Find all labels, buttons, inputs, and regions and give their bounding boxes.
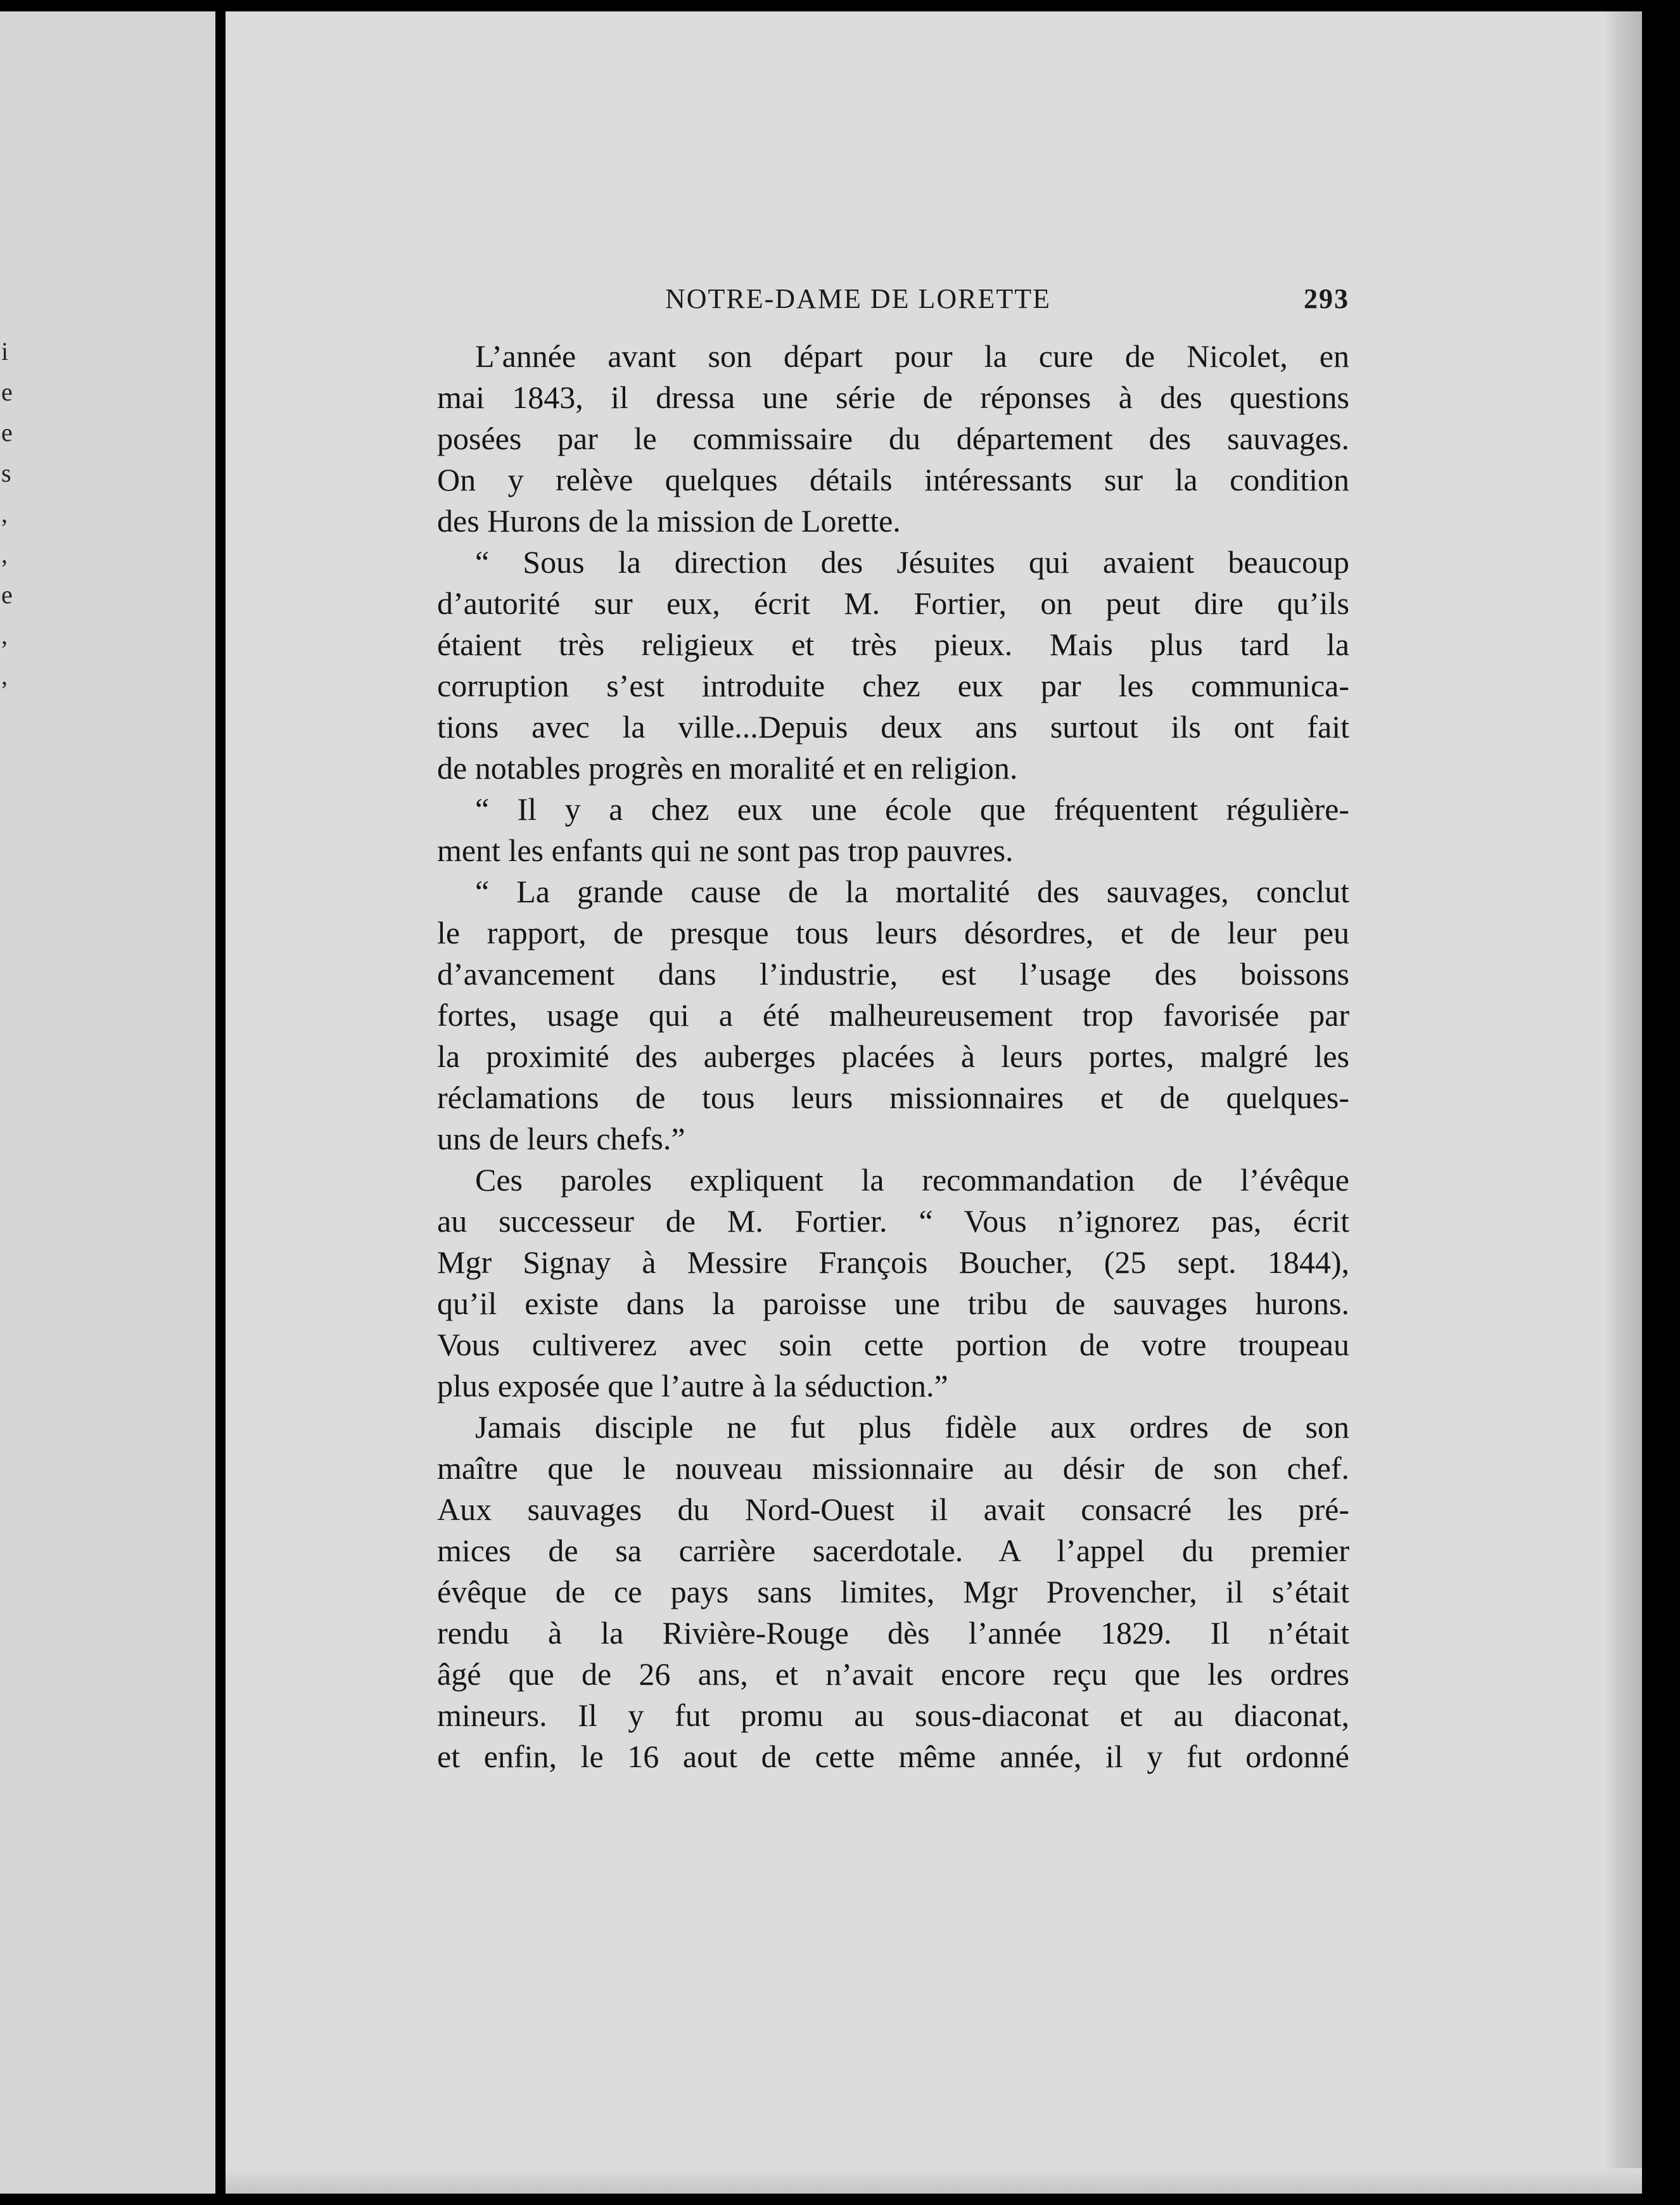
text-line: la proximité des auberges placées à leurs portes, malgré les (437, 1039, 1349, 1074)
text-line: qu’il existe dans la paroisse une tribu de sauvages hurons. (437, 1286, 1349, 1321)
running-title: NOTRE-DAME DE LORETTE (665, 283, 1052, 314)
text-line: des Hurons de la mission de Lorette. (437, 503, 901, 539)
text-line: L’année avant son départ pour la cure de Nicolet, en (475, 338, 1349, 374)
cut-letter: e (1, 580, 13, 609)
running-header (437, 283, 1349, 321)
text-line: Aux sauvages du Nord-Ouest il avait consacré les pré- (437, 1492, 1349, 1527)
text-line: maître que le nouveau missionnaire au désir de son chef. (437, 1450, 1349, 1486)
text-line: mineurs. Il y fut promu au sous-diaconat et au diaconat, (437, 1697, 1349, 1733)
text-line: “ Il y a chez eux une école que fréquentent régulière- (475, 791, 1349, 827)
cut-letter: i (1, 337, 9, 366)
cut-letter: , (1, 662, 8, 690)
text-line: plus exposée que l’autre à la séduction.” (437, 1368, 948, 1403)
text-line: Jamais disciple ne fut plus fidèle aux ordres de son (475, 1409, 1349, 1445)
book-spine (215, 0, 226, 2205)
text-line: d’autorité sur eux, écrit M. Fortier, on peut dire qu’ils (437, 585, 1349, 621)
body-text (437, 336, 1349, 1777)
text-line: de notables progrès en moralité et en religion. (437, 750, 1018, 786)
text-line: uns de leurs chefs.” (437, 1121, 685, 1156)
text-line: ment les enfants qui ne sont pas trop pauvres. (437, 833, 1014, 868)
page-edge-shadow (1604, 11, 1642, 2194)
text-line: âgé que de 26 ans, et n’avait encore reçu que les ordres (437, 1656, 1349, 1692)
text-line: d’avancement dans l’industrie, est l’usage des boissons (437, 956, 1349, 992)
text-line: “ La grande cause de la mortalité des sauvages, conclut (475, 874, 1349, 909)
text-line: Mgr Signay à Messire François Boucher, (25 sept. 1844), (437, 1244, 1349, 1280)
text-line: corruption s’est introduite chez eux par les communica- (437, 668, 1349, 703)
page-number: 293 (1304, 283, 1349, 314)
left-page-cut-letters (1, 331, 16, 696)
text-line: tions avec la ville...Depuis deux ans surtout ils ont fait (437, 709, 1349, 745)
text-line: posées par le commissaire du département des sauvages. (437, 421, 1349, 456)
text-line: évêque de ce pays sans limites, Mgr Provencher, il s’était (437, 1574, 1349, 1609)
cut-letter: e (1, 418, 13, 447)
text-line: mai 1843, il dressa une série de réponses à des questions (437, 380, 1349, 415)
text-line: On y relève quelques détails intéressants sur la condition (437, 462, 1349, 497)
text-line: mices de sa carrière sacerdotale. A l’appel du premier (437, 1533, 1349, 1568)
text-line: et enfin, le 16 aout de cette même année, il y fut ordonné (437, 1739, 1349, 1774)
text-line: Vous cultiverez avec soin cette portion de votre troupeau (437, 1327, 1349, 1362)
cut-letter: , (1, 621, 8, 649)
cut-letter: , (1, 499, 8, 528)
text-line: Ces paroles expliquent la recommandation de l’évêque (475, 1162, 1349, 1198)
text-line: “ Sous la direction des Jésuites qui avaient beaucoup (475, 544, 1349, 580)
cut-letter: e (1, 378, 13, 406)
text-line: fortes, usage qui a été malheureusement trop favorisée par (437, 997, 1349, 1033)
text-line: étaient très religieux et très pieux. Mais plus tard la (437, 627, 1349, 662)
left-page-fragment (0, 11, 215, 2194)
cut-letter: , (1, 540, 8, 568)
text-line: le rapport, de presque tous leurs désordres, et de leur peu (437, 915, 1349, 950)
text-line: au successeur de M. Fortier. “ Vous n’ignorez pas, écrit (437, 1203, 1349, 1239)
text-line: rendu à la Rivière-Rouge dès l’année 1829. Il n’était (437, 1615, 1349, 1651)
cut-letter: s (1, 459, 11, 487)
page-bottom-shadow (226, 2168, 1642, 2194)
text-line: réclamations de tous leurs missionnaires et de quelques- (437, 1080, 1349, 1115)
